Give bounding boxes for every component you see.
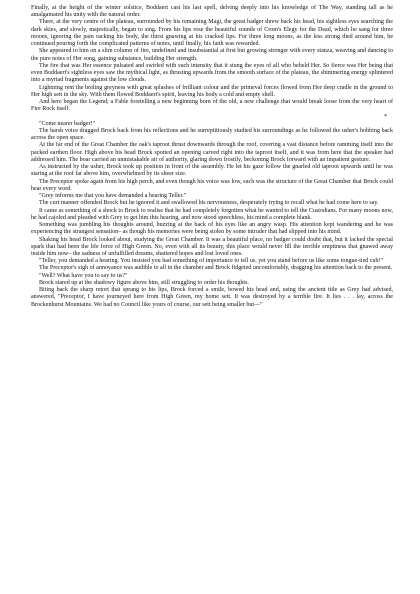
section-separator: * bbox=[383, 113, 387, 120]
document-page bbox=[31, 5, 393, 309]
paragraph: The Preceptor spoke again from his high perch, and even though his voice was low, such was the structure of the Great Chamber that Brock could hear every word. bbox=[31, 178, 393, 192]
paragraph: "Well? What have you to say to us?" bbox=[39, 272, 128, 279]
paragraph: As instructed by the usher, Brock took up position in front of the assembly. He let his gaze follow the gnarled old taproot upwards until he was staring at the roof far above him, overwhelmed by its sheer size. bbox=[31, 164, 393, 178]
paragraph: The harsh voice dragged Brock back from his reflections and he surreptitiously studied his surroundings as he followed the usher's bobbing back across the open space. bbox=[31, 127, 393, 142]
paragraph: Biting back the sharp retort that sprang to his lips, Brock forced a smile, bowed his head and, using the ancient title as Grey had advised, answered, "Preceptor, I have journeyed here from High Green, my home sett. It was destroyed by a terrible fire. It lies . . . lay, across the Brockenhurst Mountains. We had no Council like yours of course, our sett being smaller but—" bbox=[31, 287, 393, 308]
paragraph: There, at the very centre of the plateau, surrounded by his remaining Magi, the great badger threw back his head, his sightless eyes searching the dark skies, and slowly, majestically, began to sing. From his lips rose the beautiful sounds of Crom's Elegy for the Dead, which he sang for three moons, ignoring the pain racking his body, the thirst gnawing at his cracked lips. For three long moons, as the less strong died around him, he continued pouring forth the complicated patterns of notes, until finally, his faith was rewarded. bbox=[31, 19, 393, 48]
paragraph: Shaking his head Brock looked about, studying the Great Chamber. It was a beautiful place, no badger could doubt that, but it lacked the special spark that had been the life force of High Green. No, even with all its beauty, this place would never fill the terrible emptiness that gnawed away inside him now– the sadness of unfulfilled dreams, shattered hopes and lost loved ones. bbox=[31, 236, 393, 257]
paragraph: Lightning rent the boiling greyness with great splashes of brilliant colour and the primeval forces flowed from Her deep cradle in the ground to Her high sett in the sky. With them flowed Boddaert's spirit, leaving his body a cold and empty shell. bbox=[31, 84, 393, 98]
paragraph: Brock stared up at the shadowy figure above him, still struggling to order his thoughts. bbox=[39, 279, 249, 286]
paragraph: And here began the Legend; a Fable foretelling a new beginning born of the old, a new challenge that would break loose from the very heart of Fire Rock itself. bbox=[31, 99, 393, 113]
paragraph: The Preceptor's sigh of annoyance was audible to all in the chamber and Brock fidgeted uncomfortably, dragging his attention back to the present. bbox=[39, 265, 393, 272]
paragraph: Finally, at the height of the winter solstice, Boddaert cast his last spell, delving deeply into his knowledge of The Way, standing tall as he amalgamated his unity with the natural order. bbox=[31, 5, 393, 19]
paragraph: The curt manner offended Brock but he ignored it and swallowed his nervousness, desperately trying to recall what he had come here to say. bbox=[39, 200, 379, 207]
paragraph: It came as something of a shock to Brock to realise that he had completely forgotten what he wanted to tell the Custodians. For many moons now, he had cajoled and pleaded with Grey to get him this hearing, and now stood speechless, his mind a complete blank. bbox=[31, 207, 393, 221]
paragraph: At the far end of the Great Chamber the oak's taproot thrust downwards through the roof, covering a vast distance before ramming itself into the packed earthen floor. High above his head Brock spotted an opening carved right into the taproot itself, and it was from here that the speaker had addressed him. The boar carried an unmistakable air of authority, glaring down frostily, beckoning Brock forward with an impatient gesture. bbox=[31, 142, 393, 163]
paragraph: The fire that was Her essence pulsated and swirled with such intensity that it stung the eyes of all who beheld Her. So fierce was Her being that even Boddaert's sightless eyes saw the mythical light, as thrusting upwards from the smooth surface of the plateau, the shimmering energy splintered into a myriad fragments against the low clouds. bbox=[31, 62, 393, 84]
paragraph: Something was jumbling his thoughts around, buzzing at the back of his eyes like an angry wasp. His attention kept wandering and he was experiencing the strangest sensation– as though his memories were being stolen by some intruder that had slipped into his mind. bbox=[31, 222, 393, 236]
paragraph: She appeared to him on a slim column of fire, undefined and insubstantial at first but growing stronger with every stanza, weaving and dancing to the pure notes of Her song, gaining substance, building Her strength. bbox=[31, 48, 393, 62]
paragraph: "Come nearer badger!" bbox=[39, 120, 95, 127]
paragraph: "Grey informs me that you have demanded a hearing Teller." bbox=[39, 193, 187, 200]
paragraph: "Teller, you demanded a hearing. You insisted you had something of importance to tell us, yet you stand before us like some tongue-tied cub!" bbox=[39, 258, 383, 265]
